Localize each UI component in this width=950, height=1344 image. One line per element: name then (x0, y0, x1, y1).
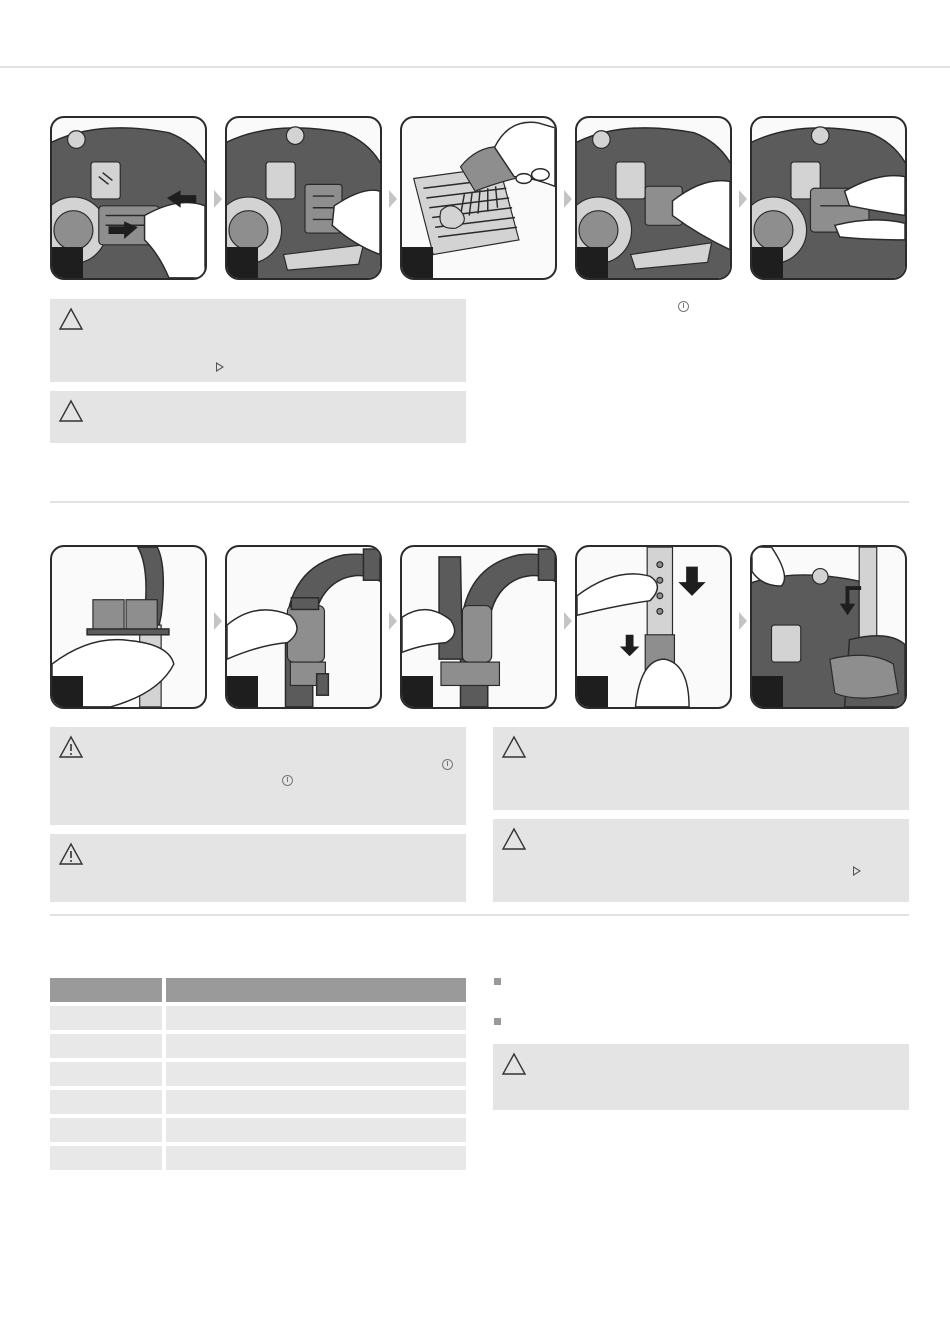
spec-table (50, 974, 466, 1174)
table-header-row (50, 978, 466, 1002)
table-cell (166, 1146, 466, 1170)
warning-note (493, 727, 909, 810)
power-symbol-icon (442, 759, 453, 770)
step-number-badge (52, 676, 83, 707)
standby-symbol-icon (282, 775, 293, 786)
step-number-badge (752, 247, 783, 278)
warning-triangle-icon (501, 827, 527, 851)
step-chevron-icon (739, 612, 747, 630)
filter-step-1 (50, 116, 207, 280)
warning-note (50, 299, 466, 382)
bullet-square-icon (494, 1018, 501, 1025)
warning-triangle-icon (58, 307, 84, 331)
power-symbol-icon (678, 301, 689, 312)
step-chevron-icon (739, 190, 747, 208)
exclamation-triangle-icon (58, 842, 84, 866)
step-number-badge (402, 247, 433, 278)
table-cell (50, 1118, 166, 1142)
filter-step-5 (750, 116, 907, 280)
table-cell (50, 1006, 166, 1030)
section-divider (50, 501, 909, 503)
table-cell (166, 1034, 466, 1058)
table-cell (166, 1118, 466, 1142)
table-row (50, 1090, 466, 1114)
table-row (50, 1034, 466, 1058)
accessory-step-2 (225, 545, 382, 709)
step-number-badge (227, 676, 258, 707)
accessory-step-3 (400, 545, 557, 709)
caution-note (50, 834, 466, 902)
step-number-badge (752, 676, 783, 707)
step-chevron-icon (564, 612, 572, 630)
step-number-badge (402, 676, 433, 707)
table-header (50, 978, 166, 1002)
step-number-badge (577, 247, 608, 278)
step-chevron-icon (389, 190, 397, 208)
warning-triangle-icon (501, 1052, 527, 1076)
table-row (50, 1146, 466, 1170)
caution-note (50, 727, 466, 825)
step-chevron-icon (214, 190, 222, 208)
top-rule (0, 66, 950, 68)
table-row (50, 1118, 466, 1142)
table-cell (50, 1090, 166, 1114)
warning-note (493, 819, 909, 902)
table-header (166, 978, 466, 1002)
exclamation-triangle-icon (58, 735, 84, 759)
table-cell (166, 1062, 466, 1086)
accessory-step-5 (750, 545, 907, 709)
table-cell (50, 1146, 166, 1170)
table-cell (50, 1034, 166, 1058)
filter-step-4 (575, 116, 732, 280)
step-chevron-icon (564, 190, 572, 208)
step-chevron-icon (389, 612, 397, 630)
step-chevron-icon (214, 612, 222, 630)
accessory-step-4 (575, 545, 732, 709)
section-divider (50, 914, 909, 916)
bullet-square-icon (494, 978, 501, 985)
table-cell (50, 1062, 166, 1086)
filter-step-2 (225, 116, 382, 280)
warning-note (50, 391, 466, 443)
warning-triangle-icon (501, 735, 527, 759)
play-triangle-icon (853, 866, 861, 876)
step-number-badge (227, 247, 258, 278)
table-row (50, 1062, 466, 1086)
warning-note (493, 1044, 909, 1110)
table-row (50, 1006, 466, 1030)
filter-step-3 (400, 116, 557, 280)
table-cell (166, 1090, 466, 1114)
table-cell (166, 1006, 466, 1030)
accessory-step-1 (50, 545, 207, 709)
play-triangle-icon (216, 362, 224, 372)
step-number-badge (577, 676, 608, 707)
step-number-badge (52, 247, 83, 278)
warning-triangle-icon (58, 399, 84, 423)
